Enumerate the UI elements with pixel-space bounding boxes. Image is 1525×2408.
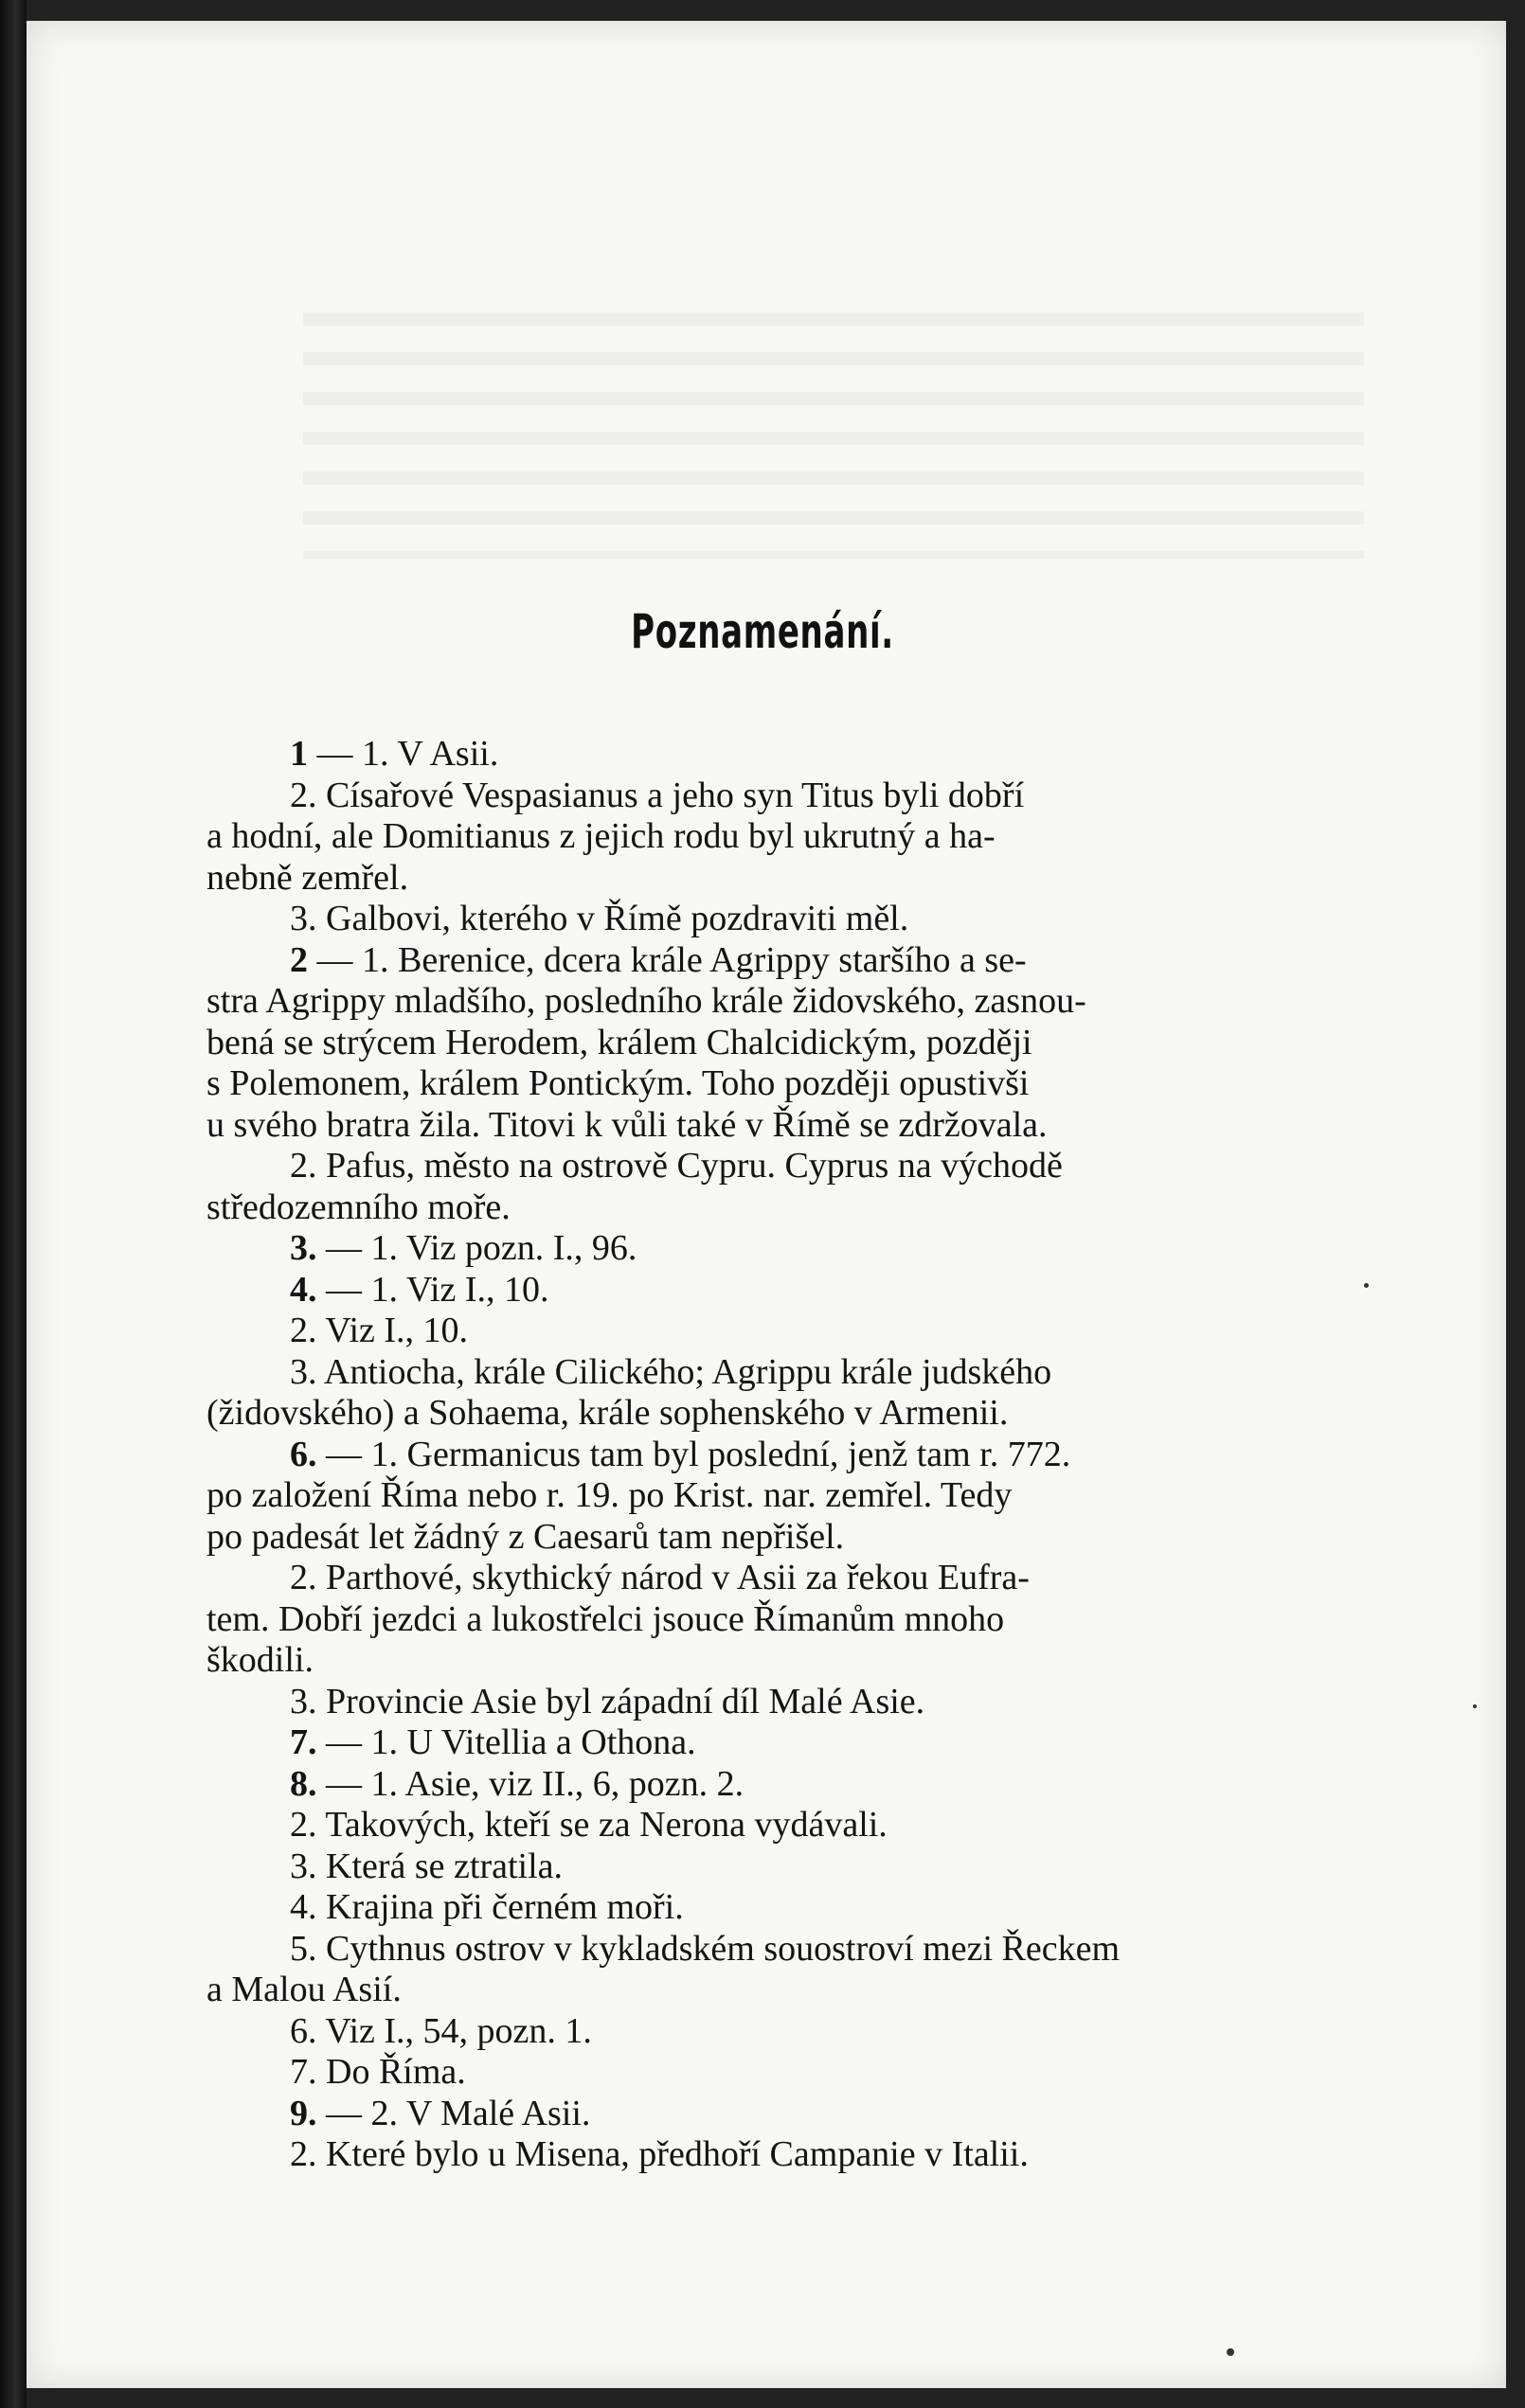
note-line	[206, 1475, 1343, 1517]
note-line	[206, 1393, 1343, 1435]
bleed-through-text	[303, 312, 1364, 559]
page-title: Poznamenání.	[631, 604, 894, 659]
note-number: 4.	[290, 1269, 317, 1310]
note-text: a hodní, ale Domitianus z jejich rodu byl ukrutný a ha-	[206, 816, 996, 856]
note-line	[206, 1023, 1343, 1064]
note-line	[206, 899, 1343, 940]
binding-edge	[0, 0, 27, 2408]
note-line	[206, 1970, 1343, 2011]
note-line	[206, 1517, 1343, 1559]
note-line	[206, 1435, 1343, 1476]
note-line	[206, 981, 1343, 1023]
note-text: středozemního moře.	[206, 1186, 511, 1227]
note-line	[206, 1311, 1343, 1352]
note-line	[206, 1640, 1343, 1682]
note-text: 2. Parthové, skythický národ v Asii za řekou Eufra-	[290, 1558, 1030, 1597]
note-line	[206, 1270, 1343, 1311]
note-line	[206, 1105, 1343, 1147]
note-text: bená se strýcem Herodem, králem Chalcidickým, později	[206, 1022, 1032, 1062]
note-text: 3. Galbovi, kterého v Římě pozdraviti měl.	[290, 899, 909, 938]
note-text: 2. Takových, kteří se za Nerona vydávali.	[290, 1805, 888, 1845]
notes-body	[206, 734, 1343, 2176]
note-text: — 1. V Asii.	[316, 734, 499, 774]
note-text: (židovského) a Sohaema, krále sophenského v Armenii.	[206, 1393, 1009, 1433]
note-line	[206, 1722, 1343, 1764]
note-line	[206, 776, 1343, 817]
note-number: 7.	[290, 1722, 317, 1762]
note-text: nebně zemřel.	[206, 857, 409, 898]
note-line	[206, 2052, 1343, 2094]
note-line	[206, 734, 1343, 776]
note-line	[206, 2094, 1343, 2135]
note-text: 2. Císařové Vespasianus a jeho syn Titus byli dobří	[290, 775, 1025, 815]
note-text: 2. Viz I., 10.	[290, 1311, 469, 1350]
note-text: 7. Do Říma.	[290, 2052, 466, 2092]
note-line	[206, 1764, 1343, 1806]
note-number: 3.	[290, 1228, 317, 1268]
note-text: po založení Říma nebo r. 19. po Krist. nar. zemřel. Tedy	[206, 1475, 1013, 1515]
note-line	[206, 1146, 1343, 1187]
note-line	[206, 2011, 1343, 2053]
note-number: 1	[290, 734, 308, 774]
note-text: 3. Provincie Asie byl západní díl Malé Asie.	[290, 1681, 925, 1721]
note-text: stra Agrippy mladšího, posledního krále židovského, zasnou-	[206, 981, 1086, 1021]
note-text: — 1. Germanicus tam byl poslední, jenž tam r. 772.	[326, 1434, 1071, 1474]
note-line	[206, 1846, 1343, 1888]
note-number: 2	[290, 939, 308, 980]
note-text: tem. Dobří jezdci a lukostřelci jsouce Římanům mnoho	[206, 1598, 1005, 1639]
note-text: 4. Krajina při černém moři.	[290, 1887, 684, 1927]
note-text: 2. Které bylo u Misena, předhoří Campanie v Italii.	[290, 2134, 1029, 2174]
note-text: 3. Která se ztratila.	[290, 1846, 564, 1886]
note-text: — 1. Berenice, dcera krále Agrippy staršího a se-	[316, 939, 1027, 980]
note-text: — 1. Asie, viz II., 6, pozn. 2.	[326, 1763, 745, 1804]
note-text: 3. Antiocha, krále Cilického; Agrippu krále judského	[290, 1351, 1052, 1392]
scan-speck	[1364, 1283, 1369, 1288]
scan-speck	[1227, 2348, 1234, 2356]
note-line	[206, 1682, 1343, 1723]
note-text: po padesát let žádný z Caesarů tam nepřišel.	[206, 1516, 845, 1557]
note-line	[206, 940, 1343, 982]
note-text: u svého bratra žila. Titovi k vůli také v Římě se zdržovala.	[206, 1104, 1048, 1145]
note-text: 6. Viz I., 54, pozn. 1.	[290, 2010, 592, 2051]
note-line	[206, 1187, 1343, 1229]
note-number: 6.	[290, 1434, 317, 1474]
note-text: — 1. Viz I., 10.	[326, 1269, 549, 1310]
note-line	[206, 2134, 1343, 2176]
note-text: škodili.	[206, 1640, 314, 1680]
note-text: — 2. V Malé Asii.	[326, 2093, 591, 2133]
note-text: — 1. U Vitellia a Othona.	[326, 1722, 696, 1762]
note-line	[206, 1558, 1343, 1599]
note-line	[206, 816, 1343, 858]
note-line	[206, 858, 1343, 900]
note-line	[206, 1805, 1343, 1846]
scan-speck	[1473, 1704, 1477, 1708]
note-number: 9.	[290, 2093, 317, 2133]
note-line	[206, 1929, 1343, 1971]
note-line	[206, 1063, 1343, 1105]
note-text: 2. Pafus, město na ostrově Cypru. Cyprus na východě	[290, 1146, 1063, 1186]
note-line	[206, 1352, 1343, 1394]
note-number: 8.	[290, 1763, 317, 1804]
note-text: — 1. Viz pozn. I., 96.	[326, 1228, 637, 1268]
note-line	[206, 1887, 1343, 1929]
note-text: 5. Cythnus ostrov v kykladském souostroví mezi Řeckem	[290, 1928, 1121, 1969]
note-text: a Malou Asií.	[206, 1970, 402, 2009]
note-line	[206, 1228, 1343, 1270]
note-text: s Polemonem, králem Pontickým. Toho později opustivši	[206, 1063, 1030, 1103]
note-line	[206, 1599, 1343, 1641]
